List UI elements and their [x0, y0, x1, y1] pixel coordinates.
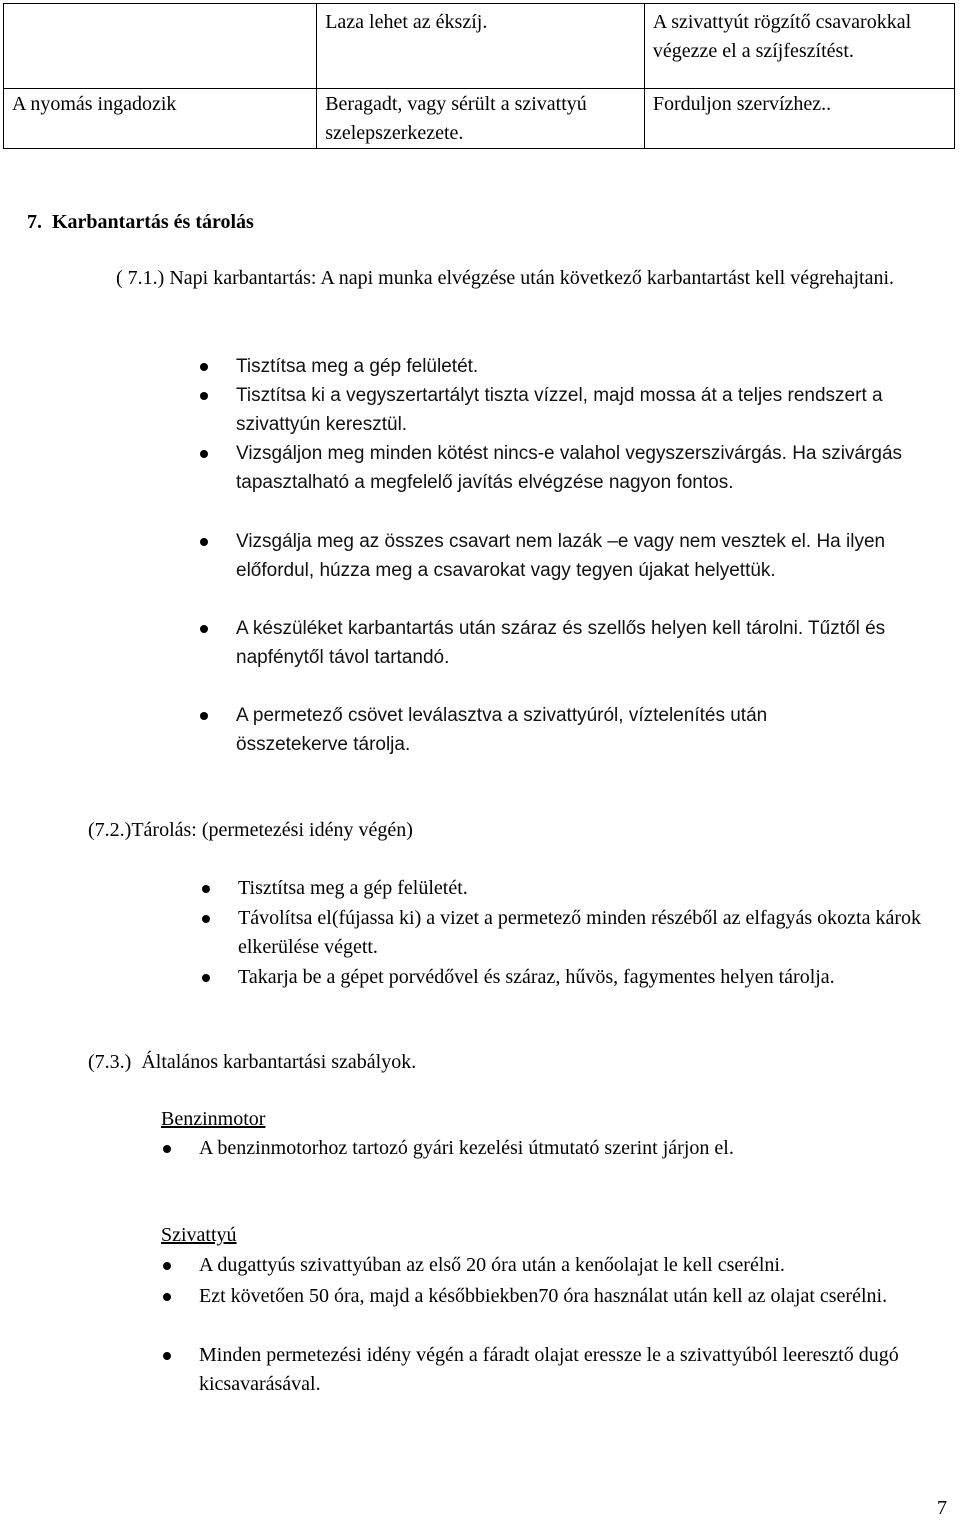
section-heading: 7. Karbantartás és tárolás [27, 211, 254, 233]
list-item: Tisztítsa meg a gép felületét. [236, 352, 926, 381]
list-item: A benzinmotorhoz tartozó gyári kezelési útmutató szerint járjon el. [199, 1134, 929, 1163]
bullet-icon [200, 392, 208, 400]
bullet-icon [163, 1293, 171, 1301]
table-cell-solution: A szivattyút rögzítő csavarokkal végezze el a szíjfeszítést. [644, 4, 954, 89]
list-item: Vizsgáljon meg minden kötést nincs-e valahol vegyszerszivárgás. Ha szivárgás tapasztalható a megfelelő javítás elvégzése nagyon fontos. [236, 439, 936, 497]
table-cell-problem: A nyomás ingadozik [4, 89, 317, 149]
daily-maintenance-intro: ( 7.1.) Napi karbantartás: A napi munka elvégzése után következő karbantartást kell végrehajtani. [116, 267, 895, 289]
bullet-icon [202, 885, 210, 893]
bullet-icon [200, 363, 208, 371]
list-item: Távolítsa el(fújassa ki) a vizet a permetező minden részéből az elfagyás okozta károk elkerülése végett. [238, 904, 958, 962]
bullet-icon [200, 712, 208, 720]
list-item: A permetező csövet leválasztva a szivattyúról, víztelenítés után összetekerve tárolja. [236, 701, 876, 759]
bullet-icon [200, 625, 208, 633]
table-row [4, 4, 955, 89]
list-item: Ezt követően 50 óra, majd a későbbiekben70 óra használat után kell az olajat cserélni. [199, 1282, 919, 1311]
list-item: Takarja be a gépet porvédővel és száraz, hűvös, fagymentes helyen tárolja. [238, 963, 918, 992]
engine-subheading: Benzinmotor [161, 1108, 266, 1130]
table-row [4, 89, 955, 149]
storage-heading: (7.2.)Tárolás: (permetezési idény végén) [88, 819, 413, 841]
table-cell-cause: Beragadt, vagy sérült a szivattyú szelepszerkezete. [317, 89, 645, 149]
table-cell-problem [4, 4, 317, 89]
bullet-icon [202, 974, 210, 982]
list-item: Tisztítsa ki a vegyszertartályt tiszta vízzel, majd mossa át a teljes rendszert a szivattyún keresztül. [236, 381, 926, 439]
pump-subheading: Szivattyú [161, 1224, 237, 1246]
list-item: Vizsgálja meg az összes csavart nem lazák –e vagy nem vesztek el. Ha ilyen előfordul, húzza meg a csavarokat vagy tegyen újakat helyettük. [236, 527, 941, 585]
list-item: Minden permetezési idény végén a fáradt olajat eressze le a szivattyúból leeresztő dugó kicsavarásával. [199, 1341, 924, 1399]
bullet-icon [202, 915, 210, 923]
list-item: A készüléket karbantartás után száraz és szellős helyen kell tárolni. Tűztől és napfénytől távol tartandó. [236, 614, 916, 672]
table-cell-solution: Forduljon szervízhez.. [644, 89, 954, 149]
bullet-icon [163, 1262, 171, 1270]
troubleshooting-table [3, 3, 955, 149]
bullet-icon [163, 1352, 171, 1360]
bullet-icon [163, 1145, 171, 1153]
list-item: Tisztítsa meg a gép felületét. [238, 874, 953, 903]
bullet-icon [200, 450, 208, 458]
table-cell-cause: Laza lehet az ékszíj. [317, 4, 645, 89]
general-rules-heading: (7.3.) Általános karbantartási szabályok. [88, 1051, 417, 1073]
list-item: A dugattyús szivattyúban az első 20 óra után a kenőolajat le kell cserélni. [199, 1251, 939, 1280]
page-number: 7 [937, 1497, 947, 1519]
bullet-icon [200, 538, 208, 546]
